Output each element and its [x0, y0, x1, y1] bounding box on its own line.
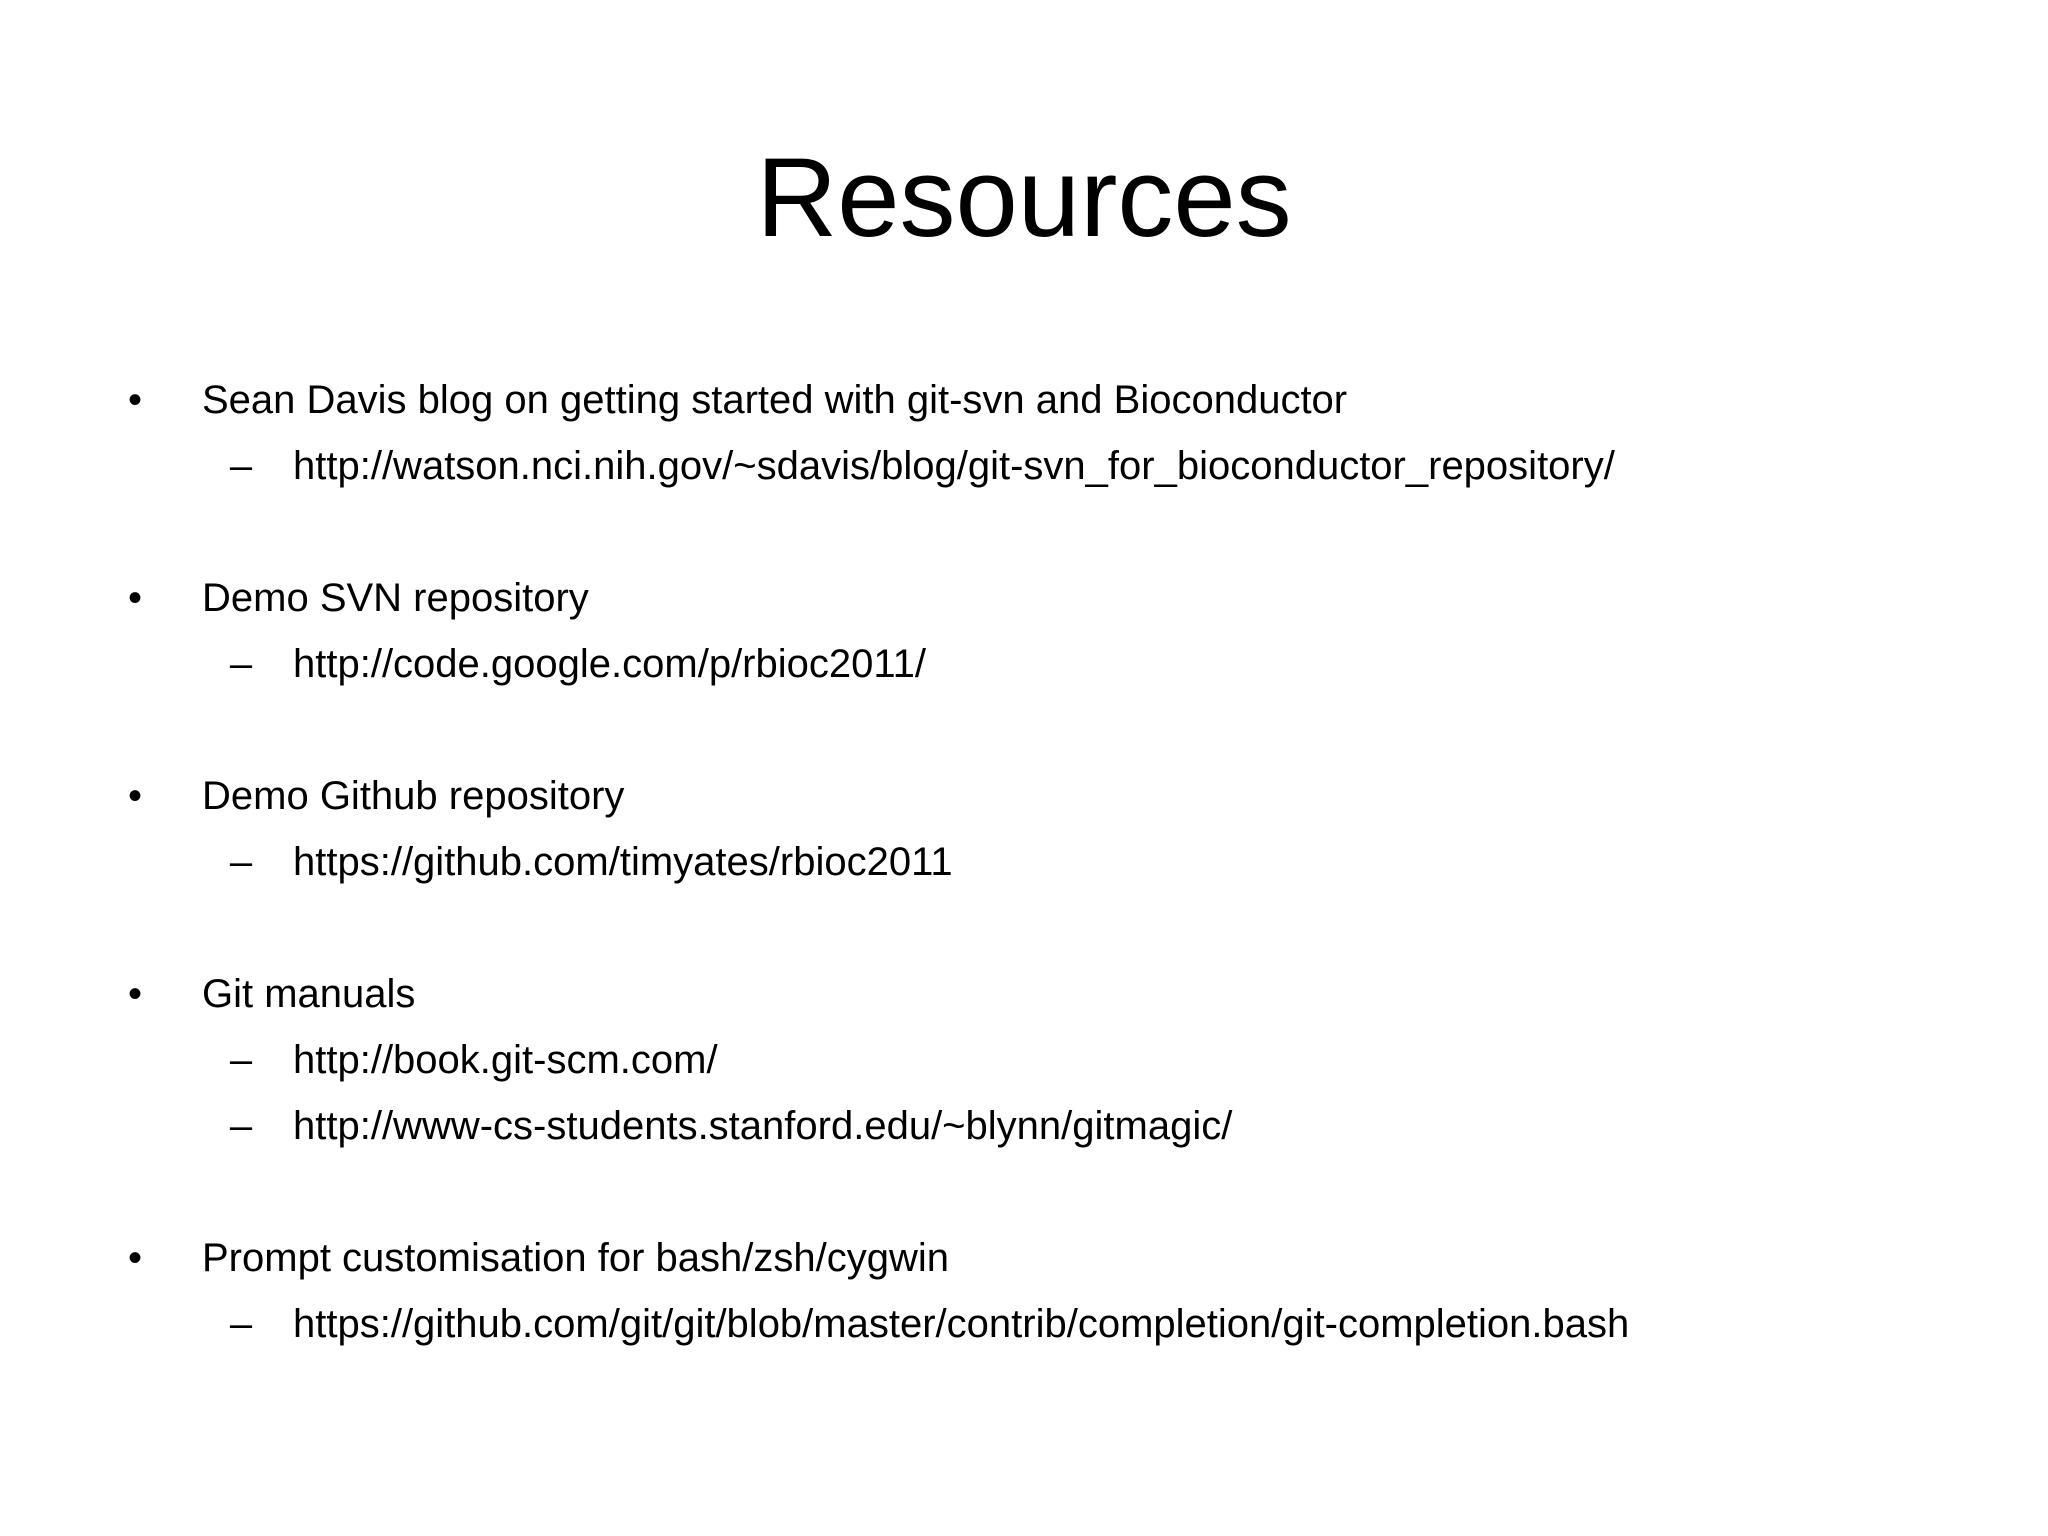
- sub-list-item: [0, 636, 2048, 692]
- list-item-text: Git manuals: [202, 972, 416, 1016]
- list-item: [0, 570, 2048, 626]
- resource-link[interactable]: http://book.git-scm.com/: [293, 1038, 718, 1082]
- dash-icon: –: [229, 840, 253, 884]
- list-item-text: Prompt customisation for bash/zsh/cygwin: [202, 1236, 949, 1280]
- bullet-icon: •: [127, 972, 142, 1016]
- resource-link[interactable]: https://github.com/timyates/rbioc2011: [293, 840, 953, 884]
- list-item: [0, 966, 2048, 1022]
- sub-list-item: [0, 1296, 2048, 1352]
- list-item: [0, 1230, 2048, 1286]
- bullet-icon: •: [127, 1236, 142, 1280]
- bullet-icon: •: [127, 774, 142, 818]
- resource-link[interactable]: http://watson.nci.nih.gov/~sdavis/blog/git-svn_for_bioconductor_repository/: [293, 444, 1615, 488]
- bullet-icon: •: [127, 576, 142, 620]
- resource-link[interactable]: https://github.com/git/git/blob/master/contrib/completion/git-completion.bash: [293, 1302, 1630, 1346]
- list-item: [0, 768, 2048, 824]
- list-item-text: Demo Github repository: [202, 774, 625, 818]
- list-item: [0, 372, 2048, 428]
- sub-list-item: [0, 834, 2048, 890]
- list-item-text: Demo SVN repository: [202, 576, 589, 620]
- dash-icon: –: [229, 642, 253, 686]
- sub-list-item: [0, 1032, 2048, 1088]
- dash-icon: –: [229, 1038, 253, 1082]
- slide-title: Resources: [756, 135, 1292, 260]
- dash-icon: –: [229, 444, 253, 488]
- sub-list-item: [0, 438, 2048, 494]
- dash-icon: –: [229, 1302, 253, 1346]
- resource-link[interactable]: http://www-cs-students.stanford.edu/~blynn/gitmagic/: [293, 1104, 1233, 1148]
- resource-link[interactable]: http://code.google.com/p/rbioc2011/: [293, 642, 927, 686]
- sub-list-item: [0, 1098, 2048, 1154]
- list-item-text: Sean Davis blog on getting started with git-svn and Bioconductor: [202, 378, 1348, 422]
- bullet-icon: •: [127, 378, 142, 422]
- dash-icon: –: [229, 1104, 253, 1148]
